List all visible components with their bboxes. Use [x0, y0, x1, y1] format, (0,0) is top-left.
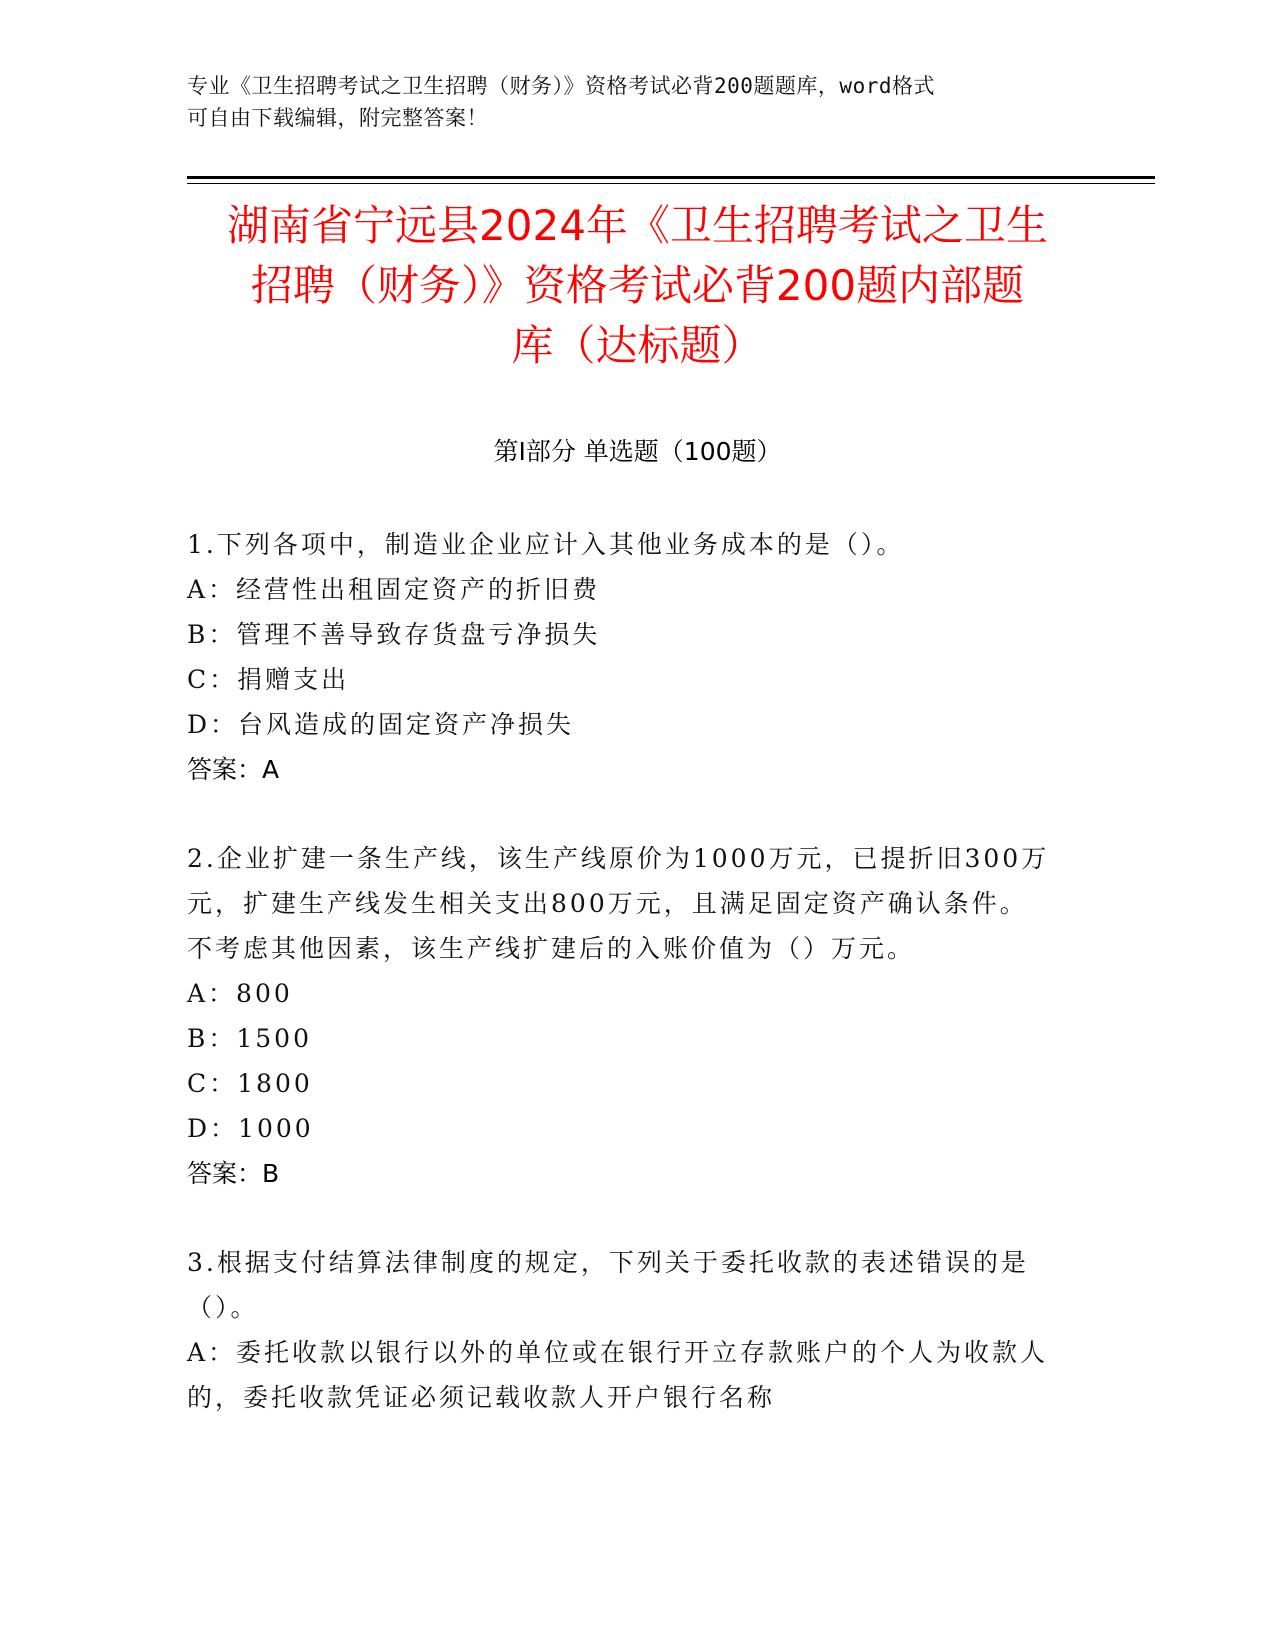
option-a: A：800 — [187, 979, 293, 1008]
option-d: D：台风造成的固定资产净损失 — [187, 710, 575, 739]
answer-line: 答案：A — [187, 755, 280, 784]
question-2 — [187, 836, 1087, 1196]
title-line: 库（达标题） — [511, 321, 764, 370]
option-d: D：1000 — [187, 1114, 314, 1143]
question-stem: 3.根据支付结算法律制度的规定，下列关于委托收款的表述错误的是 — [187, 1248, 1029, 1277]
question-stem: 元，扩建生产线发生相关支出800万元，且满足固定资产确认条件。 — [187, 889, 1028, 918]
header-note-line: 可自由下载编辑，附完整答案！ — [187, 106, 488, 130]
title-line: 湖南省宁远县2024年《卫生招聘考试之卫生 — [227, 201, 1048, 250]
title-line: 招聘（财务）》资格考试必背200题内部题 — [250, 261, 1025, 310]
question-list — [187, 522, 1087, 1464]
option-c: C：1800 — [187, 1069, 313, 1098]
option-b: B：管理不善导致存货盘亏净损失 — [187, 620, 601, 649]
option-a: A：委托收款以银行以外的单位或在银行开立存款账户的个人为收款人 — [187, 1338, 1049, 1367]
section-heading: 第I部分 单选题（100题） — [493, 437, 782, 466]
question-stem: 不考虑其他因素，该生产线扩建后的入账价值为（）万元。 — [187, 934, 916, 963]
header-note-line: 专业《卫生招聘考试之卫生招聘（财务）》资格考试必背200题题库，word格式 — [187, 74, 935, 98]
question-1 — [187, 522, 1087, 792]
option-a: A：经营性出租固定资产的折旧费 — [187, 575, 601, 604]
option-c: C：捐赠支出 — [187, 665, 350, 694]
document-title — [150, 196, 1125, 376]
answer-line: 答案：B — [187, 1159, 280, 1188]
header-note — [187, 70, 1067, 134]
question-stem: 1.下列各项中，制造业企业应计入其他业务成本的是（）。 — [187, 530, 905, 559]
question-3 — [187, 1240, 1087, 1420]
option-a-continued: 的，委托收款凭证必须记载收款人开户银行名称 — [187, 1383, 776, 1412]
question-stem: （）。 — [187, 1293, 259, 1322]
question-stem: 2.企业扩建一条生产线，该生产线原价为1000万元，已提折旧300万 — [187, 844, 1050, 873]
header-rule-thick — [187, 176, 1155, 179]
header-rule-thin — [187, 183, 1155, 184]
option-b: B：1500 — [187, 1024, 312, 1053]
